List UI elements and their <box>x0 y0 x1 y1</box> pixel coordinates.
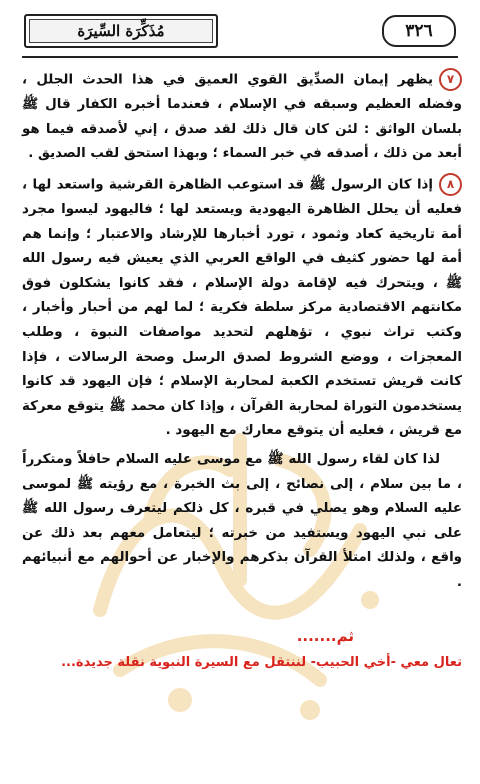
paragraph-number-badge: ٧ <box>439 68 462 91</box>
book-title-frame <box>24 14 218 48</box>
paragraph-text: لذا كان لقاء رسول الله ﷺ مع موسى عليه السلام حافلاً ومتكرراً ، ما بين سلام ، إلى نصائح ، إلى بث الخبرة ، مع رؤيته ﷺ لموسى عليه السلام وهو يصلي في قبره ، كل ذلكم ليتعرف رسول الله ﷺ على نبي اليهود ويستفيد من خبرته ؛ ليتعامل معهم بعد ذلك عن واقع ، ولذلك امتلأ القرآن بذكرهم والإخبار عن أحوالهم مع أنبيائهم . <box>22 451 462 590</box>
page-body <box>22 68 462 595</box>
thumma-line: ثم....... <box>296 627 354 645</box>
invitation-line: تعال معي -أخي الحبيب- لننتقل مع السيرة النبوية نقلة جديدة... <box>61 655 462 670</box>
paragraph-8 <box>22 173 462 444</box>
book-title: مُذَكِّرَة السِّيرَة <box>77 22 165 40</box>
paragraph-text: يظهر إيمان الصدِّيق القوي العميق في هذا الحدث الجلل ، وفضله العظيم وسبقه في الإسلام ، فعندما أخبره الكفار قال ﷺ بلسان الواثق : لئن كان قال ذلك لقد صدق ، إني لأصدقه فيما هو أبعد من ذلك ، أصدقه في خبر السماء ؛ وبهذا استحق لقب الصديق . <box>22 72 462 162</box>
paragraph-conclusion <box>22 448 462 596</box>
page-number: ٣٢٦ <box>382 15 456 47</box>
paragraph-text: إذا كان الرسول ﷺ قد استوعب الظاهرة القرشية واستعد لها ، فعليه أن يحلل الظاهرة اليهودية ويستعد لها ؛ فاليهود ليسوا مجرد أمة تاريخية كعاد وثمود ، تورد أخبارها للإرشاد والاعتبار ؛ وإنما هم أمة لها حضور كثيف في الواقع العربي الذي يعيش فيه رسول الله ﷺ ، ويتحرك فيه لإقامة دولة الإسلام ، فقد كانوا يشكلون فوق مكانتهم الاقتصادية مركز سلطة فكرية ؛ لما لهم من أحبار وأخبار ، وكتب تراث نبوي ، تؤهلهم لتحديد مواصفات النبوة ، وطلب المعجزات ، ووضع الشروط لصدق الرسل وصحة الرسالات ، فإذا كانت قريش تستخدم الكعبة لمحاربة الإسلام ؛ فإن اليهود قد كانوا يستخدمون التوراة لمحاربة القرآن ، وإذا كان محمد ﷺ يتوقع معركة مع قريش ، فعليه أن يتوقع معارك مع اليهود . <box>22 177 462 439</box>
paragraph-number-badge: ٨ <box>439 173 462 196</box>
paragraph-7 <box>22 68 462 167</box>
page-header <box>20 12 460 50</box>
header-divider <box>22 56 458 58</box>
